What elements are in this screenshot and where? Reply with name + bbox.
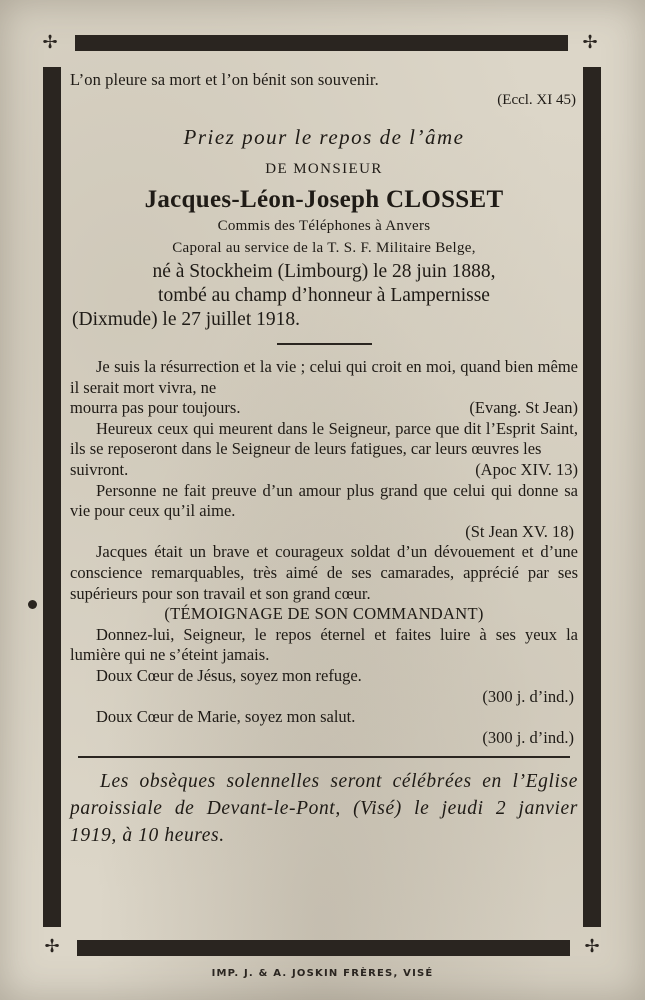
death-place-date: (Dixmude) le 27 juillet 1918. bbox=[72, 309, 301, 330]
funeral-text: Les obsèques solennelles seront célébrées en l’Eglise paroissiale de Devant-le-Pont, (Visé) le jeudi 2 janvier 1919, à 10 heures. bbox=[70, 771, 578, 847]
deceased-name: Jacques-Léon-Joseph CLOSSET bbox=[144, 186, 504, 213]
divider bbox=[277, 343, 372, 345]
verse-1-end bbox=[70, 398, 578, 419]
divider bbox=[78, 756, 570, 758]
epigraph: L’on pleure sa mort et l’on bénit son souvenir. bbox=[70, 70, 379, 89]
corner-cross-icon: ✢ bbox=[584, 936, 600, 957]
life-dates bbox=[70, 260, 578, 332]
commander-testimony: Jacques était un brave et courageux soldat d’un dévouement et d’une conscience remarquables, très aimé de ses camarades, apprécié par ses supérieurs pour son travail et son grand cœur. bbox=[70, 542, 578, 603]
border-left bbox=[43, 67, 61, 927]
verse-1: Je suis la résurrection et la vie ; celui qui croit en moi, quand bien même il serait mort vivra, ne bbox=[70, 357, 578, 397]
verse-2-end bbox=[70, 460, 578, 481]
verse-2: Heureux ceux qui meurent dans le Seigneur, parce que dit l’Esprit Saint, ils se reposeront dans le Seigneur de leurs fatigues, car leurs œuvres les bbox=[70, 418, 578, 459]
death-line: tombé au champ d’honneur à Lampernisse bbox=[158, 285, 490, 306]
verse-2-tail: suivront. bbox=[70, 459, 129, 479]
indulgence-2: (300 j. d’ind.) bbox=[482, 727, 574, 747]
title-de-monsieur: DE MONSIEUR bbox=[265, 161, 383, 177]
border-right bbox=[583, 67, 601, 927]
occupation: Commis des Téléphones à Anvers bbox=[217, 218, 431, 234]
military-role: Caporal au service de la T. S. F. Militaire Belge, bbox=[172, 240, 476, 256]
verse-1-tail: mourra pas pour toujours. bbox=[70, 398, 241, 418]
prayer-rest: Donnez-lui, Seigneur, le repos éternel et faites luire à ses yeux la lumière qui ne s’éteint jamais. bbox=[70, 624, 578, 665]
verses bbox=[70, 357, 578, 748]
testimony-source: (TÉMOIGNAGE DE SON COMMANDANT) bbox=[164, 604, 484, 624]
verse-3: Personne ne fait preuve d’un amour plus grand que celui qui donne sa vie pour ceux qu’il aime. bbox=[70, 480, 578, 521]
corner-cross-icon: ✢ bbox=[44, 936, 60, 957]
card-content bbox=[70, 70, 578, 849]
printer-imprint: IMP. J. & A. JOSKIN FRÈRES, VISÉ bbox=[211, 968, 434, 979]
epigraph-reference: (Eccl. XI 45) bbox=[497, 92, 576, 108]
birth-line: né à Stockheim (Limbourg) le 28 juin 1888, bbox=[152, 261, 496, 282]
funeral-notice bbox=[70, 768, 578, 849]
verse-3-reference: (St Jean XV. 18) bbox=[465, 521, 574, 541]
indulgence-1: (300 j. d’ind.) bbox=[482, 686, 574, 706]
verse-2-reference: (Apoc XIV. 13) bbox=[475, 459, 578, 479]
border-bottom bbox=[77, 940, 570, 956]
corner-cross-icon: ✢ bbox=[42, 32, 58, 53]
prayer-sacred-heart: Doux Cœur de Jésus, soyez mon refuge. bbox=[96, 665, 362, 685]
prayer-mary: Doux Cœur de Marie, soyez mon salut. bbox=[96, 707, 356, 727]
border-top bbox=[75, 35, 568, 51]
prayer-heading: Priez pour le repos de l’âme bbox=[183, 125, 465, 149]
ink-spot bbox=[28, 600, 37, 609]
corner-cross-icon: ✢ bbox=[582, 32, 598, 53]
verse-1-reference: (Evang. St Jean) bbox=[469, 398, 578, 418]
